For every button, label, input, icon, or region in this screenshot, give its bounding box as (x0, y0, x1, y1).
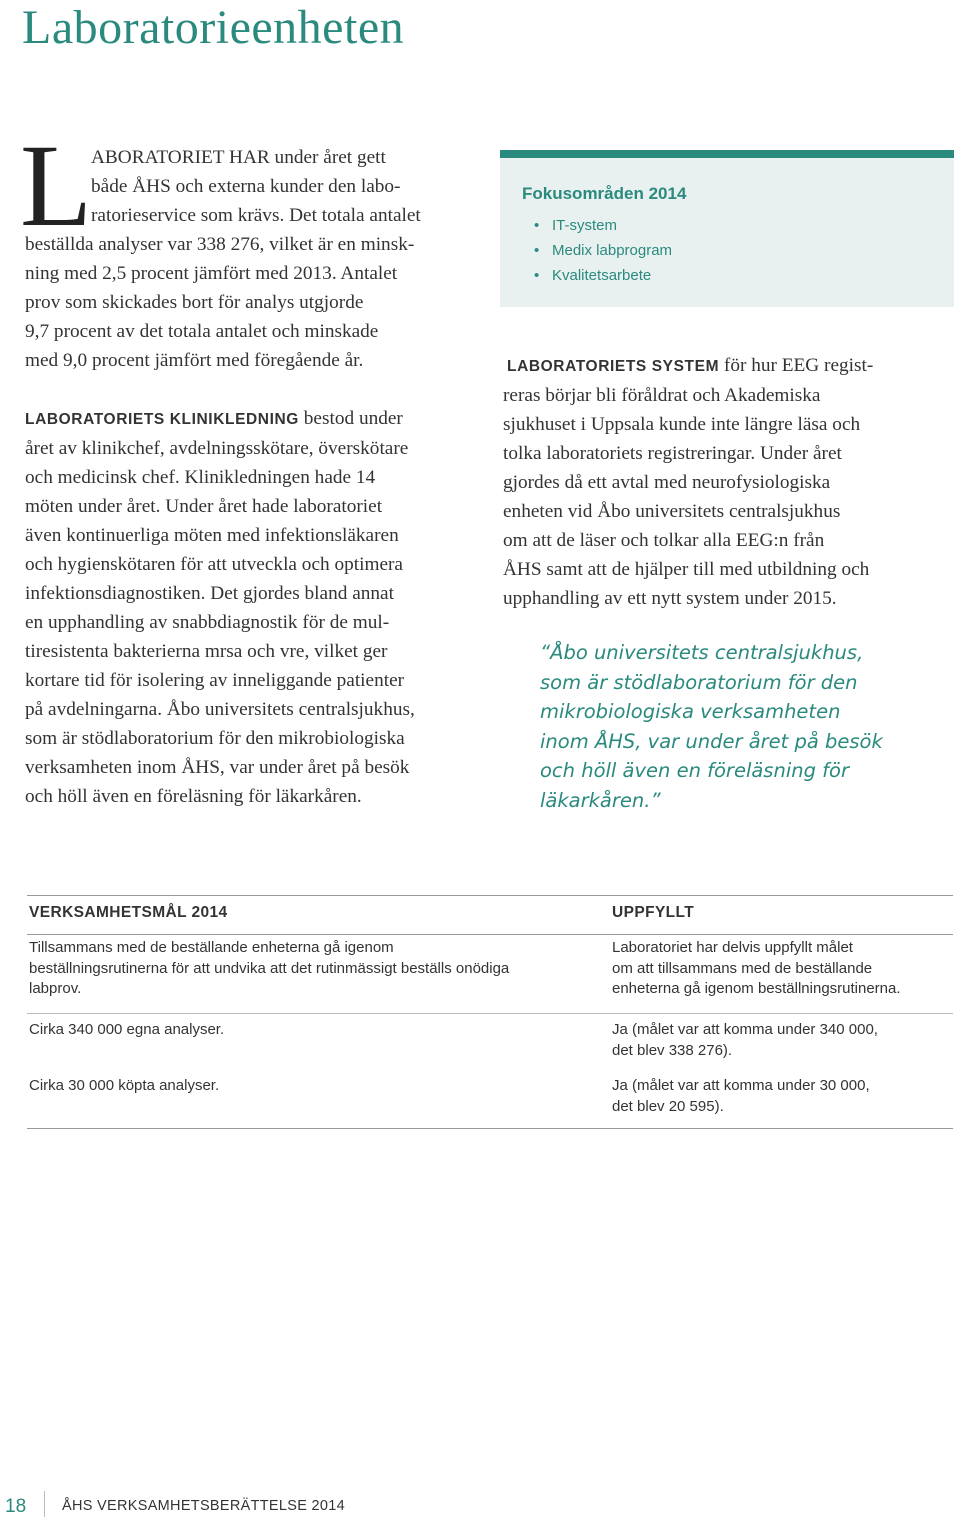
klinikledning-paragraph (25, 404, 465, 811)
cell-line: det blev 20 595). (612, 1097, 724, 1115)
cell-line: Tillsammans med de beställande enheterna gå igenom (29, 939, 394, 956)
section-heading: LABORATORIETS SYSTEM (507, 358, 720, 375)
drop-cap: L (20, 120, 93, 251)
page-footer (5, 1496, 345, 1518)
text-line: även kontinuerliga möten med infektionsläkaren (25, 525, 399, 546)
text-line: året av klinikchef, avdelningsskötare, överskötare (25, 438, 409, 459)
quote-line: och höll även en föreläsning för (540, 759, 849, 782)
table-header-row (27, 895, 953, 935)
cell-line: beställningsrutinerna för att undvika att det rutinmässigt beställs onödiga (29, 959, 510, 977)
section-heading: LABORATORIETS KLINIKLEDNING (25, 411, 299, 428)
goals-table (27, 895, 953, 1129)
text-line: på avdelningarna. Åbo universitets centralsjukhus, (25, 699, 415, 720)
footer-divider (44, 1491, 45, 1517)
page-title: Laboratorieenheten (22, 1, 405, 54)
system-paragraph (503, 351, 943, 613)
table-row (27, 1014, 953, 1071)
focus-list (552, 213, 672, 288)
text-line: gjordes då ett avtal med neurofysiologiska (503, 472, 831, 493)
page-number: 18 (5, 1496, 27, 1517)
focus-item: • Medix labprogram (552, 238, 672, 263)
goal-cell (29, 1020, 599, 1041)
header-goal: VERKSAMHETSMÅL 2014 (29, 904, 228, 921)
text-line: ÅHS samt att de hjälper till med utbildning och (503, 559, 870, 580)
text-line: möten under året. Under året hade laboratoriet (25, 496, 383, 517)
text-line (503, 351, 943, 381)
text-line: sjukhuset i Uppsala kunde inte längre läsa och (503, 414, 861, 435)
cell-line: Ja (målet var att komma under 340 000, (612, 1021, 878, 1038)
cell-line: Cirka 30 000 köpta analyser. (29, 1077, 220, 1094)
pull-quote (540, 638, 940, 815)
table-row (27, 935, 953, 1014)
text-line: enheten vid Åbo universitets centralsjukhus (503, 501, 841, 522)
text-line: med 9,0 procent jämfört med föregående år. (25, 350, 364, 371)
focus-item: • Kvalitetsarbete (552, 263, 672, 288)
text-line: tolka laboratoriets registreringar. Under året (503, 443, 842, 464)
text-line: som är stödlaboratorium för den mikrobiologiska (25, 728, 405, 749)
text-line: reras börjar bli föråldrat och Akademiska (503, 385, 821, 406)
text-line: och höll även en föreläsning för läkarkåren. (25, 786, 362, 807)
text-line: och medicinsk chef. Klinikledningen hade 14 (25, 467, 376, 488)
text-line: ABORATORIET HAR under året gett (91, 147, 386, 168)
focus-areas-box (500, 150, 954, 307)
table-row (27, 1071, 953, 1129)
quote-line: läkarkåren.” (540, 788, 661, 812)
text-line: kortare tid för isolering av inneliggande patienter (25, 670, 405, 691)
publication-title: ÅHS VERKSAMHETSBERÄTTELSE 2014 (62, 1498, 345, 1514)
goal-cell (29, 1076, 599, 1097)
quote-line: som är stödlaboratorium för den (540, 670, 858, 694)
cell-line: det blev 338 276). (612, 1041, 733, 1059)
text-line: ratorieservice som krävs. Det totala antalet (91, 205, 421, 226)
quote-line: “Åbo universitets centralsjukhus, (540, 641, 864, 664)
cell-line: Cirka 340 000 egna analyser. (29, 1021, 225, 1038)
header-fulfilled: UPPFYLLT (612, 904, 695, 921)
focus-item: • IT-system (552, 213, 672, 238)
text-line: verksamheten inom ÅHS, var under året på besök (25, 757, 410, 778)
text-line: prov som skickades bort för analys utgjorde (25, 292, 364, 313)
text-line: om att de läser och tolkar alla EEG:n från (503, 530, 825, 551)
status-cell (612, 1020, 952, 1061)
text-line: en upphandling av snabbdiagnostik för de mul- (25, 612, 390, 633)
text-line: beställda analyser var 338 276, vilket är en minsk- (25, 234, 415, 255)
intro-paragraph (25, 143, 465, 375)
text-line: upphandling av ett nytt system under 2015. (503, 588, 837, 609)
focus-title: Fokusområden 2014 (522, 184, 687, 203)
text-line: ning med 2,5 procent jämfört med 2013. Antalet (25, 263, 398, 284)
quote-line: mikrobiologiska verksamheten (540, 700, 841, 723)
text-line (25, 404, 465, 434)
text-line: infektionsdiagnostiken. Det gjordes bland annat (25, 583, 394, 604)
text-fragment: bestod under (298, 408, 403, 429)
goal-cell (29, 938, 599, 1000)
text-line: både ÅHS och externa kunder den labo- (91, 176, 401, 197)
cell-line: labprov. (29, 980, 82, 997)
status-cell (612, 938, 952, 1000)
cell-line: om att tillsammans med de beställande (612, 959, 873, 977)
text-line: tiresistenta bakterierna mrsa och vre, vilket ger (25, 641, 388, 662)
cell-line: Ja (målet var att komma under 30 000, (612, 1077, 870, 1094)
status-cell (612, 1076, 952, 1117)
text-fragment: för hur EEG regist- (719, 355, 874, 376)
quote-line: inom ÅHS, var under året på besök (540, 729, 883, 753)
text-line: 9,7 procent av det totala antalet och minskade (25, 321, 379, 342)
text-line: och hygienskötaren för att utveckla och optimera (25, 554, 403, 575)
cell-line: enheterna gå igenom beställningsrutinerna. (612, 980, 901, 997)
cell-line: Laboratoriet har delvis uppfyllt målet (612, 939, 853, 956)
